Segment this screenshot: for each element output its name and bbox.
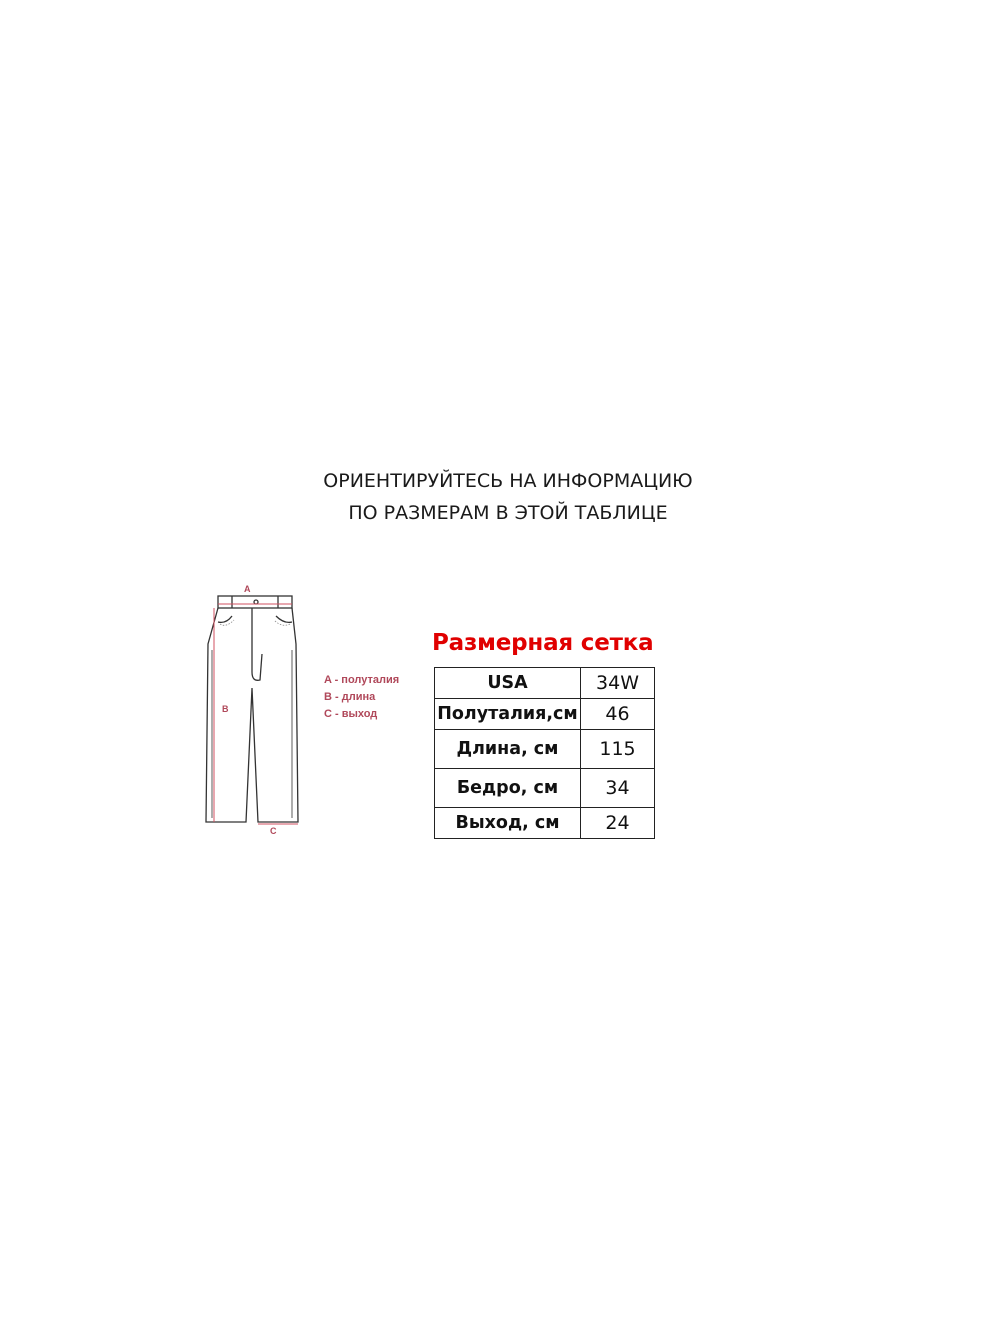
legend-item-b: B - длина [324,691,376,703]
row-value-hip: 34 [581,769,655,808]
marker-b: B [222,704,229,714]
row-label-length: Длина, см [435,730,581,769]
row-value-usa: 34W [581,668,655,699]
table-row [435,769,655,808]
table-row [435,699,655,730]
info-heading [200,465,816,529]
marker-c: C [270,826,277,836]
pants-diagram [196,580,308,842]
row-value-length: 115 [581,730,655,769]
size-table [434,667,655,839]
row-label-usa: USA [435,668,581,699]
row-label-rise: Выход, см [435,808,581,839]
table-row [435,668,655,699]
row-value-rise: 24 [581,808,655,839]
marker-a: A [244,584,251,594]
table-row [435,730,655,769]
table-row [435,808,655,839]
heading-line-1: ОРИЕНТИРУЙТЕСЬ НА ИНФОРМАЦИЮ [323,470,693,492]
measurement-legend [324,672,399,723]
legend-item-a: A - полуталия [324,674,400,686]
size-chart-title: Размерная сетка [432,630,654,656]
row-label-hip: Бедро, см [435,769,581,808]
legend-item-c: C - выход [324,708,378,720]
row-label-half-waist: Полуталия,см [435,699,581,730]
row-value-half-waist: 46 [581,699,655,730]
heading-line-2: ПО РАЗМЕРАМ В ЭТОЙ ТАБЛИЦЕ [348,502,668,524]
